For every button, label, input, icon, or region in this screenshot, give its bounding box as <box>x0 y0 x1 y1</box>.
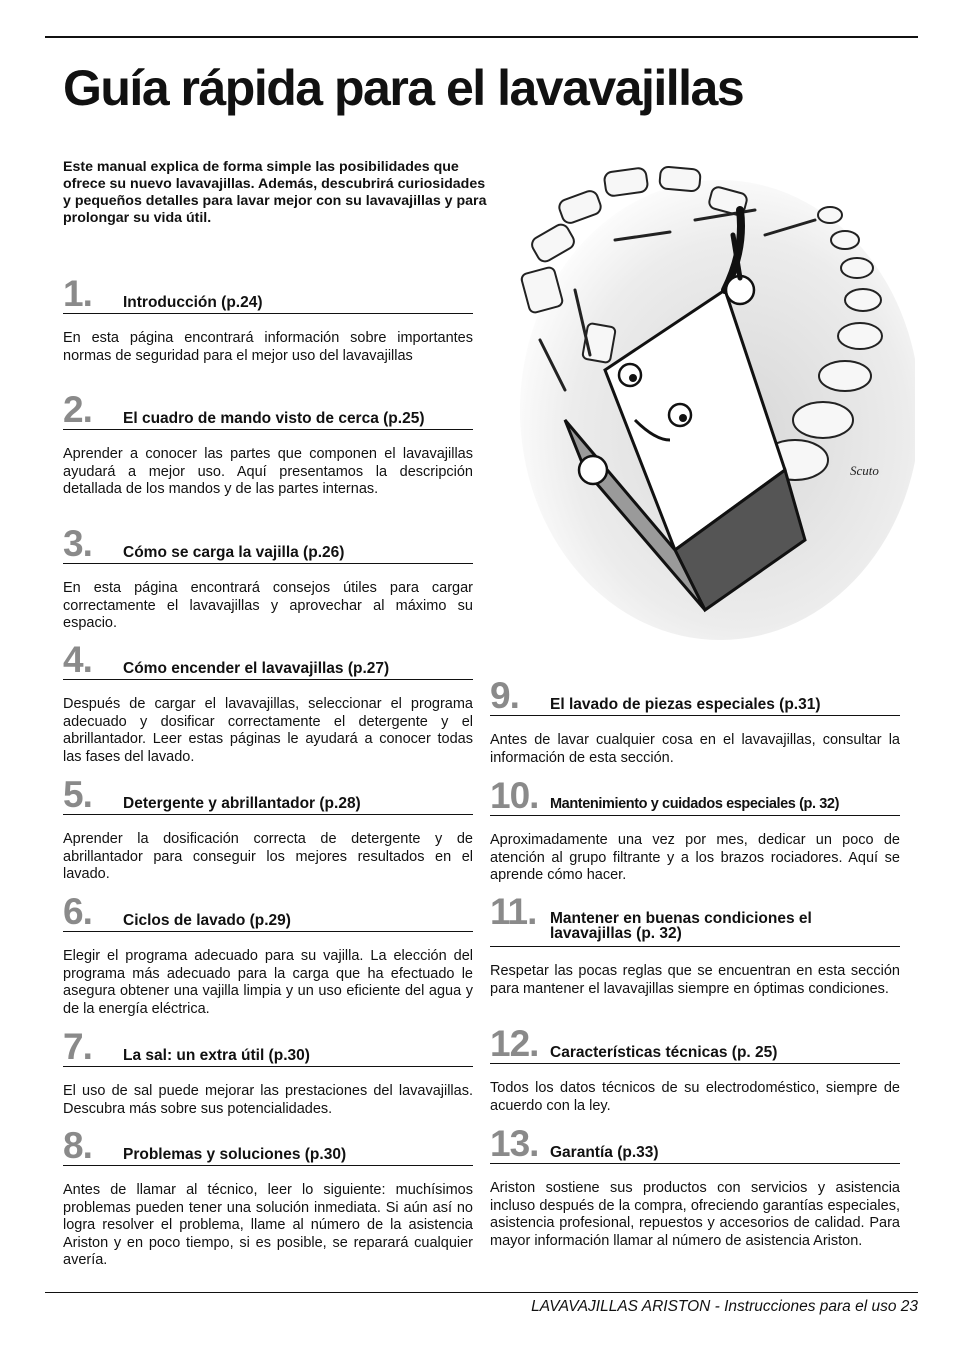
section-number: 13. <box>490 1123 539 1164</box>
section-number: 11. <box>490 891 537 932</box>
section-number: 10. <box>490 775 539 816</box>
section-8 <box>63 1127 473 1270</box>
section-header <box>63 391 473 430</box>
section-12 <box>490 1025 900 1115</box>
section-header <box>63 641 473 680</box>
cup-icon <box>659 166 701 191</box>
section-body: Antes de lavar cualquier cosa en el lavavajillas, consultar la información de esta sección. <box>490 732 900 766</box>
eye-icon <box>669 404 691 426</box>
cup-icon <box>529 222 577 265</box>
section-body: Respetar las pocas reglas que se encuentran en esta sección para mantener el lavavajillas siempre en óptimas condiciones. <box>490 963 900 997</box>
section-3 <box>63 525 473 633</box>
section-header <box>63 525 473 564</box>
pupil-icon <box>629 374 637 382</box>
section-number: 4. <box>63 639 92 680</box>
cup-icon <box>604 167 649 197</box>
plate-icon <box>838 323 882 349</box>
section-heading: Mantener en buenas condiciones el lavavajillas (p. 32) <box>550 910 812 942</box>
section-heading: Características técnicas (p. 25) <box>550 1044 778 1061</box>
top-rule <box>45 36 918 38</box>
section-number: 3. <box>63 523 92 564</box>
section-2 <box>63 391 473 499</box>
glove-hand-icon <box>579 456 607 484</box>
section-heading: El lavado de piezas especiales (p.31) <box>550 696 821 713</box>
section-body: Todos los datos técnicos de su electrodoméstico, siempre de acuerdo con la ley. <box>490 1080 900 1114</box>
section-heading: La sal: un extra útil (p.30) <box>123 1047 310 1064</box>
section-header <box>490 677 900 716</box>
section-number: 2. <box>63 389 92 430</box>
section-heading: Ciclos de lavado (p.29) <box>123 912 291 929</box>
glass-icon <box>520 266 563 313</box>
page-title: Guía rápida para el lavavajillas <box>63 60 744 116</box>
section-header <box>63 275 473 314</box>
section-body: Aprender a conocer las partes que componen el lavavajillas ayudará a mejor uso. Aquí presentamos la descripción detallada de los mandos y de las partes internas. <box>63 446 473 497</box>
section-body: Ariston sostiene sus productos con servicios y asistencia incluso después de la compra, ofreciendo garantías especiales, asistencia profesional, repuestos y accesorios de calidad. Para mayor información llamar al número de asistencia Ariston. <box>490 1180 900 1249</box>
section-heading: Cómo encender el lavavajillas (p.27) <box>123 660 390 677</box>
dishwasher-cartoon-illustration <box>495 140 915 640</box>
section-body: En esta página encontrará información sobre importantes normas de seguridad para el mejor uso del lavavajillas <box>63 330 473 364</box>
cup-icon <box>557 189 603 225</box>
section-heading: Mantenimiento y cuidados especiales (p. 32) <box>550 796 839 812</box>
section-header <box>490 777 900 816</box>
plate-icon <box>845 289 881 311</box>
section-body: Aproximadamente una vez por mes, dedicar un poco de atención al grupo filtrante y a los brazos rociadores. Aquí se aprende cómo hacer. <box>490 832 900 883</box>
section-header <box>490 893 900 947</box>
section-7 <box>63 1028 473 1118</box>
section-number: 8. <box>63 1125 92 1166</box>
section-heading: Garantía (p.33) <box>550 1144 659 1161</box>
eye-icon <box>619 364 641 386</box>
section-heading: Detergente y abrillantador (p.28) <box>123 795 361 812</box>
section-body: El uso de sal puede mejorar las prestaciones del lavavajillas. Descubra más sobre sus potencialidades. <box>63 1083 473 1117</box>
section-number: 9. <box>490 675 519 716</box>
section-13 <box>490 1125 900 1250</box>
section-body: Después de cargar el lavavajillas, seleccionar el programa adecuado y dosificar correctamente el detergente y el abrillantador. Leer estas páginas le ayudará a conocer todas las fases del lavado. <box>63 696 473 765</box>
plate-icon <box>819 361 871 391</box>
section-heading: El cuadro de mando visto de cerca (p.25) <box>123 410 425 427</box>
intro-paragraph: Este manual explica de forma simple las posibilidades que ofrece su nuevo lavavajillas. Además, descubrirá curiosidades y pequeños detalles para lavar mejor con su lavavajillas y para prolongar su vida útil. <box>63 159 487 226</box>
section-6 <box>63 893 473 1018</box>
section-heading: Problemas y soluciones (p.30) <box>123 1146 347 1163</box>
section-body: En esta página encontrará consejos útiles para cargar correctamente el lavavajillas y aprovechar al máximo su espacio. <box>63 580 473 631</box>
section-body: Elegir el programa adecuado para su vajilla. La elección del programa más adecuado para la carga que ha efectuado le asegura obtener una vajilla limpia y un uso eficiente del agua y de la energía eléctrica. <box>63 948 473 1017</box>
plate-icon <box>818 207 842 223</box>
section-number: 1. <box>63 273 92 314</box>
artist-signature: Scuto <box>850 463 879 478</box>
section-11 <box>490 893 900 998</box>
section-header <box>490 1125 900 1164</box>
section-heading: Introducción (p.24) <box>123 294 263 311</box>
section-number: 12. <box>490 1023 539 1064</box>
pupil-icon <box>679 414 687 422</box>
section-header <box>63 1028 473 1067</box>
section-10 <box>490 777 900 885</box>
section-body: Aprender la dosificación correcta de detergente y de abrillantador para conseguir los mejores resultados en el lavado. <box>63 831 473 882</box>
section-header <box>63 893 473 932</box>
section-header <box>63 1127 473 1166</box>
section-header <box>63 776 473 815</box>
bottom-rule <box>45 1292 918 1293</box>
section-number: 6. <box>63 891 92 932</box>
plate-icon <box>831 231 859 249</box>
section-4 <box>63 641 473 766</box>
section-1 <box>63 275 473 365</box>
section-body: Antes de llamar al técnico, leer lo siguiente: muchísimos problemas pueden tener una solución inmediata. Si aún así no logra resolver el problema, llame al número de la asistencia Ariston y en poco tiempo, si es posible, se reparará cualquier avería. <box>63 1182 473 1268</box>
plate-icon <box>793 402 853 438</box>
section-heading: Cómo se carga la vajilla (p.26) <box>123 544 345 561</box>
section-number: 5. <box>63 774 92 815</box>
page-footer: LAVAVAJILLAS ARISTON - Instrucciones para el uso 23 <box>531 1298 918 1315</box>
section-header <box>490 1025 900 1064</box>
plate-icon <box>841 258 873 278</box>
section-5 <box>63 776 473 884</box>
section-number: 7. <box>63 1026 92 1067</box>
section-9 <box>490 677 900 767</box>
